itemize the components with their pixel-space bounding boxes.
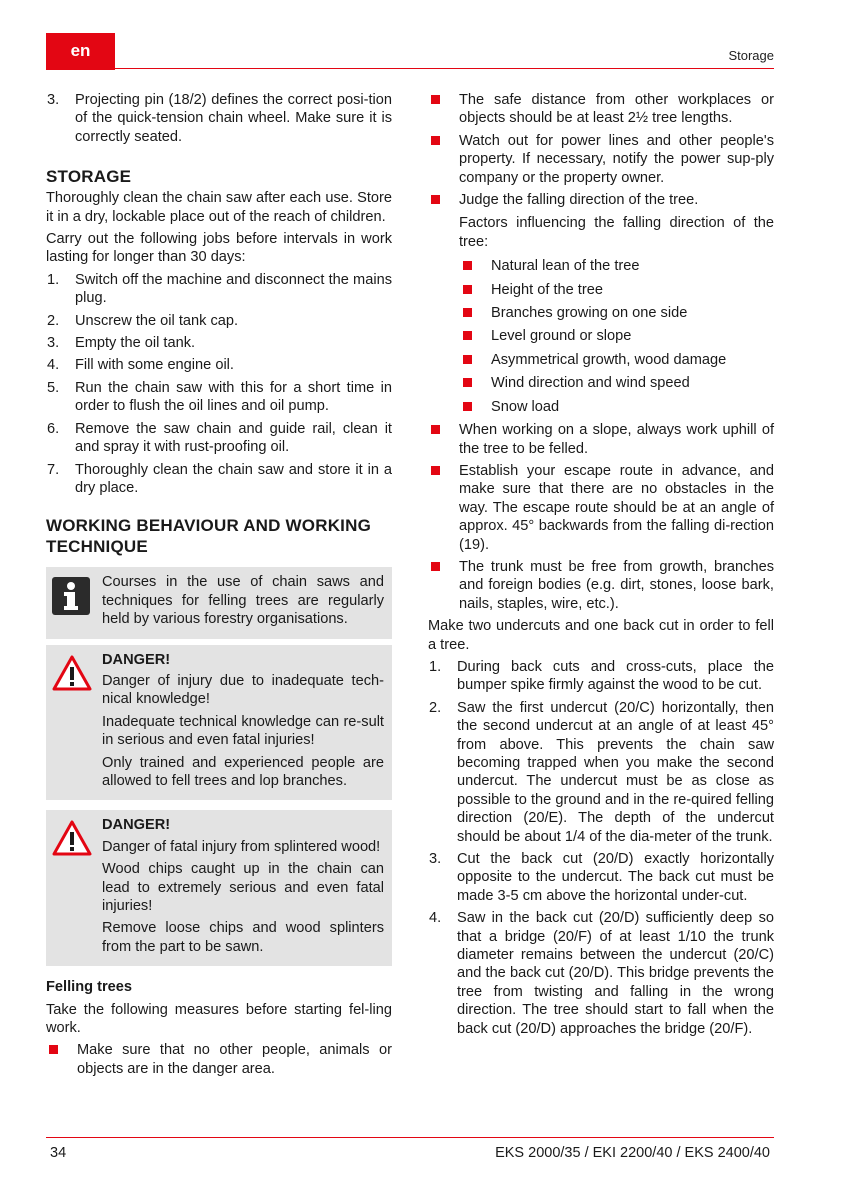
danger-text: Inadequate technical knowledge can re-sult in serious and even fatal injuries!	[102, 713, 384, 749]
section-title: Storage	[728, 48, 774, 63]
bullet-square-icon	[463, 355, 472, 364]
info-icon	[52, 577, 90, 620]
felling-bullets	[46, 1041, 392, 1078]
cut-steps	[428, 658, 774, 1038]
list-item: The safe distance from other workplaces or objects should be at least 2½ tree lengths.	[428, 91, 774, 128]
danger-text: Wood chips caught up in the chain can lead to extremely serious and even fatal injuries!	[102, 861, 384, 914]
list-item: 3. Cut the back cut (20/D) exactly horizontally opposite to the undercut. The back cut must be made 3-5 cm above the horizontal under-cut.	[429, 851, 774, 904]
bullet-square-icon	[463, 378, 472, 387]
storage-steps	[46, 271, 392, 497]
factors-list	[459, 257, 774, 416]
list-item: 7. Thoroughly clean the chain saw and store it in a dry place.	[47, 461, 392, 496]
bullet-square-icon	[431, 136, 440, 145]
list-item: The trunk must be free from growth, branches and foreign bodies (e.g. dirt, stones, loose bark, nails, staples, wire, etc.).	[428, 558, 774, 613]
warning-triangle-icon	[52, 820, 92, 861]
page-number: 34	[50, 1145, 67, 1161]
list-item: Level ground or slope	[459, 327, 774, 345]
list-item: Make sure that no other people, animals or objects are in the danger area.	[46, 1041, 392, 1078]
safety-bullets	[428, 91, 774, 613]
danger-text: Danger of injury due to inadequate tech-nical knowledge!	[102, 672, 384, 708]
bullet-square-icon	[463, 308, 472, 317]
list-item: Wind direction and wind speed	[459, 374, 774, 392]
left-column	[46, 91, 392, 1082]
list-item: Natural lean of the tree	[459, 257, 774, 275]
danger-text: Only trained and experienced people are allowed to fell trees and lop branches.	[102, 754, 384, 789]
info-text: Courses in the use of chain saws and techniques for felling trees are regularly held by various forestry organisations.	[102, 574, 384, 628]
technique-heading: WORKING BEHAVIOUR AND WORKING TECHNIQUE	[46, 516, 372, 557]
danger-title: DANGER!	[102, 817, 171, 834]
felling-heading: Felling trees	[46, 979, 132, 996]
danger-title: DANGER!	[102, 651, 171, 668]
list-item: Height of the tree	[459, 281, 774, 299]
warning-triangle-icon	[52, 655, 92, 696]
language-tab: en	[46, 33, 115, 70]
list-item: Asymmetrical growth, wood damage	[459, 351, 774, 369]
storage-paragraph: Thoroughly clean the chain saw after each use. Store it in a dry, lockable place out of the reach of children.	[46, 190, 392, 225]
cuts-intro: Make two undercuts and one back cut in order to fell a tree.	[428, 618, 774, 653]
list-item: Establish your escape route in advance, and make sure that there are no obstacles in the way. The escape route should be at an angle of approx. 45° backwards from the falling di-rection (19).	[428, 462, 774, 554]
list-item: Branches growing on one side	[459, 304, 774, 322]
bullet-square-icon	[463, 402, 472, 411]
list-item: Snow load	[459, 398, 774, 416]
bullet-square-icon	[463, 331, 472, 340]
list-item: Judge the falling direction of the tree. Factors influencing the falling direction of the tree: Natural lean of the tree Height of the tree Branches growing on one side Level ground or slope Asymmetrical growth, wood damage Wind direction and wind speed Snow load	[428, 191, 774, 416]
danger-box	[46, 810, 392, 966]
bullet-square-icon	[463, 285, 472, 294]
list-item: 1. Switch off the machine and disconnect the mains plug.	[47, 271, 392, 307]
factors-intro: Factors influencing the falling direction of the tree:	[459, 215, 774, 250]
right-column	[428, 91, 774, 1042]
footer-rule	[46, 1137, 774, 1138]
bullet-square-icon	[431, 466, 440, 475]
bullet-square-icon	[431, 562, 440, 571]
bullet-square-icon	[49, 1045, 58, 1054]
list-item: 4. Saw in the back cut (20/D) sufficiently deep so that a bridge (20/F) of at least 1/10 the trunk diameter remains between the undercut (20/C) and the back cut (20/D). This bridge prevents the tree from twisting and falling in the wrong direction. The tree should start to fall when the back cut (20/D) approaches the bridge (20/F).	[429, 910, 774, 1037]
info-box	[46, 567, 392, 638]
list-item: 5. Run the chain saw with this for a short time in order to flush the oil lines and oil pump.	[47, 379, 392, 415]
storage-paragraph: Carry out the following jobs before intervals in work lasting for longer than 30 days:	[46, 231, 392, 266]
danger-text: Danger of fatal injury from splintered wood!	[102, 838, 381, 855]
list-item: 6. Remove the saw chain and guide rail, clean it and spray it with rust-proofing oil.	[47, 420, 392, 456]
bullet-square-icon	[431, 425, 440, 434]
felling-paragraph: Take the following measures before starting fel-ling work.	[46, 1001, 392, 1037]
list-item: 4. Fill with some engine oil.	[47, 357, 234, 374]
danger-text: Remove loose chips and wood splinters from the part to be sawn.	[102, 920, 384, 955]
danger-box	[46, 645, 392, 801]
bullet-square-icon	[431, 195, 440, 204]
list-item: When working on a slope, always work uphill of the tree to be felled.	[428, 421, 774, 458]
header-rule	[46, 68, 774, 69]
list-item: 2. Unscrew the oil tank cap.	[47, 312, 239, 329]
list-item: 2. Saw the first undercut (20/C) horizontally, then the second undercut at an angle of at least 45° from above. This prevents the chain saw becoming trapped when you make the second undercut. The undercut must be as close as possible to the ground and in the re-quired felling direction (20/E). The depth of the undercut should be about 1/4 of the dia-meter of the trunk.	[429, 699, 774, 845]
bullet-square-icon	[463, 261, 472, 270]
list-item: 1. During back cuts and cross-cuts, place the bumper spike firmly against the wood to be cut.	[429, 658, 774, 694]
storage-heading: STORAGE	[46, 167, 132, 187]
intro-steps	[46, 91, 392, 146]
model-names: EKS 2000/35 / EKI 2200/40 / EKS 2400/40	[495, 1145, 770, 1161]
list-item: Watch out for power lines and other people's property. If necessary, notify the power sup-ply company or the property owner.	[428, 132, 774, 187]
list-item: 3. Projecting pin (18/2) defines the correct posi-tion of the quick-tension chain wheel. Make sure it is correctly seated.	[47, 92, 392, 145]
bullet-square-icon	[431, 95, 440, 104]
list-item: 3. Empty the oil tank.	[47, 335, 196, 352]
